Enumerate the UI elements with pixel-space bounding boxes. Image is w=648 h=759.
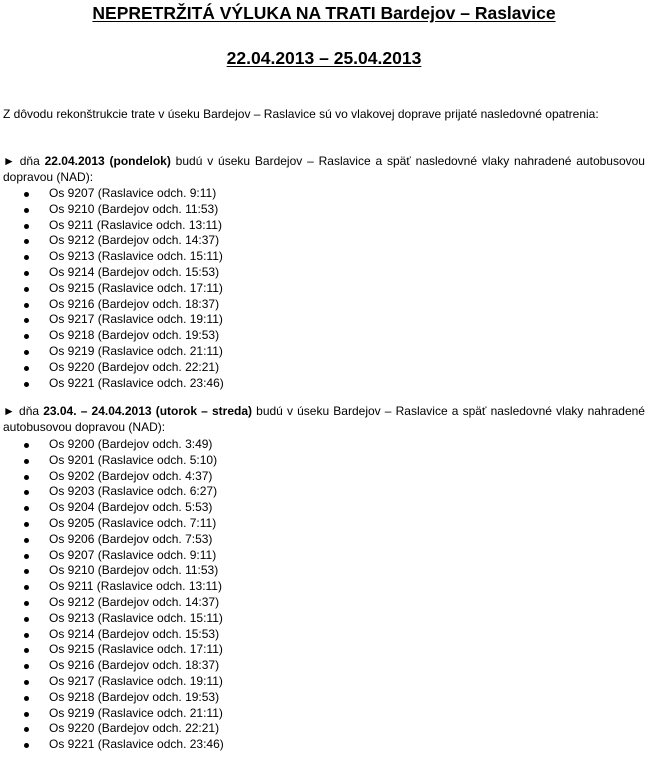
train-entry: Os 9211 (Raslavice odch. 13:11) — [49, 579, 222, 594]
train-entry: Os 9218 (Bardejov odch. 19:53) — [49, 689, 220, 704]
train-entry: Os 9213 (Raslavice odch. 15:11) — [49, 249, 223, 264]
list-item — [0, 721, 224, 737]
section-1-date: 22.04.2013 (pondelok) — [44, 154, 171, 168]
list-item — [0, 297, 224, 313]
list-item — [0, 611, 224, 627]
list-item — [0, 360, 224, 376]
train-entry: Os 9221 (Raslavice odch. 23:46) — [49, 737, 224, 752]
bullet-icon — [24, 601, 29, 606]
train-entry: Os 9206 (Bardejov odch. 7:53) — [49, 531, 213, 546]
bullet-icon — [24, 696, 29, 701]
document-title: NEPRETRŽITÁ VÝLUKA NA TRATI Bardejov – Raslavice — [92, 3, 556, 23]
list-item — [0, 579, 224, 595]
train-entry: Os 9214 (Bardejov odch. 15:53) — [49, 264, 220, 279]
train-entry: Os 9220 (Bardejov odch. 22:21) — [49, 359, 220, 374]
bullet-icon — [24, 569, 29, 574]
train-entry: Os 9215 (Raslavice odch. 17:11) — [49, 642, 223, 657]
list-item — [0, 265, 224, 281]
bullet-icon — [24, 318, 29, 323]
train-entry: Os 9220 (Bardejov odch. 22:21) — [49, 721, 220, 736]
list-item — [0, 516, 224, 532]
train-entry: Os 9210 (Bardejov odch. 11:53) — [49, 201, 219, 216]
closure-dates: 22.04.2013 – 25.04.2013 — [226, 48, 422, 68]
train-entry: Os 9216 (Bardejov odch. 18:37) — [49, 658, 220, 673]
intro-paragraph: Z dôvodu rekonštrukcie trate v úseku Bardejov – Raslavice sú vo vlakovej doprave prijaté nasledovné opatrenia: — [3, 107, 599, 121]
train-entry: Os 9216 (Bardejov odch. 18:37) — [49, 296, 220, 311]
train-entry: Os 9210 (Bardejov odch. 11:53) — [49, 563, 219, 578]
list-item — [0, 376, 224, 392]
list-item — [0, 328, 224, 344]
list-item — [0, 674, 224, 690]
list-item — [0, 548, 224, 564]
bullet-icon — [24, 350, 29, 355]
list-item — [0, 186, 224, 202]
train-entry: Os 9213 (Raslavice odch. 15:11) — [49, 610, 223, 625]
bullet-icon — [24, 633, 29, 638]
bullet-icon — [24, 506, 29, 511]
train-entry: Os 9218 (Bardejov odch. 19:53) — [49, 328, 220, 343]
bullet-icon — [24, 334, 29, 339]
bullet-icon — [24, 554, 29, 559]
train-entry: Os 9202 (Bardejov odch. 4:37) — [49, 468, 213, 483]
bullet-icon — [24, 255, 29, 260]
bullet-icon — [24, 664, 29, 669]
arrow-icon: ► — [3, 154, 15, 168]
section-2-heading — [3, 404, 645, 435]
bullet-icon — [24, 743, 29, 748]
list-item — [0, 706, 224, 722]
bullet-icon — [24, 382, 29, 387]
bullet-icon — [24, 538, 29, 543]
bullet-icon — [24, 727, 29, 732]
list-item — [0, 249, 224, 265]
bullet-icon — [24, 475, 29, 480]
bullet-icon — [24, 522, 29, 527]
bullet-icon — [24, 224, 29, 229]
bullet-icon — [24, 303, 29, 308]
bullet-icon — [24, 271, 29, 276]
train-entry: Os 9207 (Raslavice odch. 9:11) — [49, 186, 217, 200]
bullet-icon — [24, 239, 29, 244]
bullet-icon — [24, 366, 29, 371]
list-item — [0, 469, 224, 485]
train-entry: Os 9217 (Raslavice odch. 19:11) — [49, 312, 223, 327]
bullet-icon — [24, 680, 29, 685]
section-1-train-list — [0, 186, 224, 391]
list-item — [0, 453, 224, 469]
section-1-text: budú v úseku Bardejov – Raslavice a späť nasledovné vlaky nahradené autobusovou dopravou (NAD): — [3, 154, 645, 184]
train-entry: Os 9200 (Bardejov odch. 3:49) — [49, 437, 213, 451]
arrow-icon: ► — [3, 404, 15, 418]
list-item — [0, 233, 224, 249]
train-entry: Os 9204 (Bardejov odch. 5:53) — [49, 500, 213, 515]
train-entry: Os 9212 (Bardejov odch. 14:37) — [49, 233, 220, 248]
list-item — [0, 218, 224, 234]
section-2-train-list — [0, 437, 224, 753]
train-entry: Os 9212 (Bardejov odch. 14:37) — [49, 594, 220, 609]
section-2-text: budú v úseku Bardejov – Raslavice a späť nasledovné vlaky nahradené autobusovou dopravou (NAD): — [3, 404, 645, 434]
list-item — [0, 484, 224, 500]
list-item — [0, 642, 224, 658]
train-entry: Os 9207 (Raslavice odch. 9:11) — [49, 547, 217, 562]
train-entry: Os 9215 (Raslavice odch. 17:11) — [49, 280, 223, 295]
bullet-icon — [24, 585, 29, 590]
train-entry: Os 9217 (Raslavice odch. 19:11) — [49, 673, 223, 688]
section-2-prefix: dňa — [19, 404, 40, 418]
list-item — [0, 202, 224, 218]
bullet-icon — [24, 490, 29, 495]
list-item — [0, 344, 224, 360]
train-entry: Os 9203 (Raslavice odch. 6:27) — [49, 484, 218, 499]
list-item — [0, 690, 224, 706]
list-item — [0, 500, 224, 516]
bullet-icon — [24, 712, 29, 717]
section-1-prefix: dňa — [19, 154, 40, 168]
list-item — [0, 737, 224, 753]
bullet-icon — [24, 287, 29, 292]
list-item — [0, 532, 224, 548]
bullet-icon — [24, 648, 29, 653]
train-entry: Os 9214 (Bardejov odch. 15:53) — [49, 626, 220, 641]
section-1-heading — [3, 154, 645, 185]
list-item — [0, 627, 224, 643]
train-entry: Os 9219 (Raslavice odch. 21:11) — [49, 705, 223, 720]
list-item — [0, 658, 224, 674]
list-item — [0, 437, 224, 453]
train-entry: Os 9205 (Raslavice odch. 7:11) — [49, 515, 217, 530]
section-2-date: 23.04. – 24.04.2013 (utorok – streda) — [43, 404, 253, 418]
train-entry: Os 9211 (Raslavice odch. 13:11) — [49, 217, 222, 232]
bullet-icon — [24, 208, 29, 213]
bullet-icon — [24, 443, 29, 448]
list-item — [0, 312, 224, 328]
train-entry: Os 9219 (Raslavice odch. 21:11) — [49, 343, 223, 358]
bullet-icon — [24, 617, 29, 622]
train-entry: Os 9221 (Raslavice odch. 23:46) — [49, 375, 224, 390]
bullet-icon — [24, 192, 29, 197]
list-item — [0, 563, 224, 579]
list-item — [0, 281, 224, 297]
train-entry: Os 9201 (Raslavice odch. 5:10) — [49, 452, 218, 467]
bullet-icon — [24, 459, 29, 464]
list-item — [0, 595, 224, 611]
